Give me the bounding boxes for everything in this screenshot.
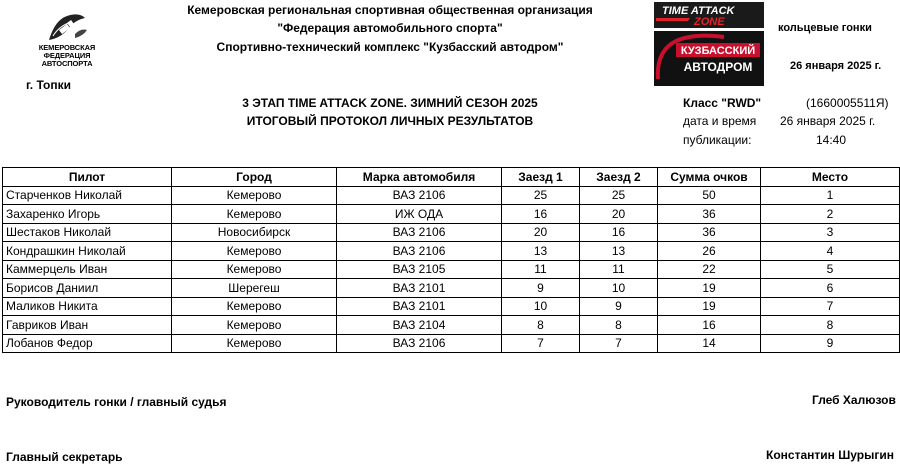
cell-total: 16 <box>658 316 761 335</box>
cell-car: ВАЗ 2106 <box>337 242 502 261</box>
cell-city: Новосибирск <box>172 223 337 242</box>
cell-pilot: Захаренко Игорь <box>3 205 172 224</box>
cell-car: ВАЗ 2101 <box>337 297 502 316</box>
cell-place: 7 <box>761 297 900 316</box>
org-name-line-1: Кемеровская региональная спортивная общественная организация <box>187 3 593 17</box>
cell-heat-1: 10 <box>502 297 580 316</box>
logo-line-1: КЕМЕРОВСКАЯ <box>38 43 96 52</box>
cell-total: 36 <box>658 205 761 224</box>
kuzbass-autodrom-logo <box>654 31 764 86</box>
federation-logo <box>22 10 112 70</box>
cell-total: 50 <box>658 186 761 205</box>
cell-place: 8 <box>761 316 900 335</box>
cell-city: Кемерово <box>172 316 337 335</box>
table-row <box>3 297 900 316</box>
table-row <box>3 279 900 298</box>
cell-place: 5 <box>761 260 900 279</box>
secretary-label: Главный секретарь <box>6 450 123 464</box>
publication-label-2: публикации: <box>683 133 752 147</box>
cell-place: 3 <box>761 223 900 242</box>
table-row <box>3 242 900 261</box>
cell-place: 9 <box>761 334 900 353</box>
cell-heat-1: 9 <box>502 279 580 298</box>
city: г. Топки <box>26 78 71 92</box>
cell-city: Кемерово <box>172 205 337 224</box>
cell-heat-1: 11 <box>502 260 580 279</box>
checkered-flag-icon <box>45 10 89 44</box>
event-title: 3 ЭТАП TIME ATTACK ZONE. ЗИМНИЙ СЕЗОН 2025 <box>242 96 538 110</box>
cell-total: 14 <box>658 334 761 353</box>
cell-place: 2 <box>761 205 900 224</box>
table-row <box>3 334 900 353</box>
cell-total: 26 <box>658 242 761 261</box>
cell-total: 22 <box>658 260 761 279</box>
cell-total: 19 <box>658 297 761 316</box>
cell-pilot: Каммерцель Иван <box>3 260 172 279</box>
col-header-heat-1: Заезд 1 <box>502 168 580 187</box>
cell-city: Кемерово <box>172 260 337 279</box>
cell-pilot: Кондрашкин Николай <box>3 242 172 261</box>
cell-heat-2: 20 <box>580 205 658 224</box>
table-row <box>3 205 900 224</box>
protocol-title: ИТОГОВЫЙ ПРОТОКОЛ ЛИЧНЫХ РЕЗУЛЬТАТОВ <box>246 114 534 128</box>
table-row <box>3 316 900 335</box>
cell-total: 36 <box>658 223 761 242</box>
cell-city: Кемерово <box>172 242 337 261</box>
ta-logo-text-1: TIME ATTACK <box>662 5 735 17</box>
secretary-name: Константин Шурыгин <box>766 448 894 462</box>
cell-car: ВАЗ 2106 <box>337 223 502 242</box>
venue-name: Спортивно-технический комплекс "Кузбасский автодром" <box>216 40 564 54</box>
race-type: кольцевые гонки <box>778 22 872 34</box>
cell-heat-2: 10 <box>580 279 658 298</box>
org-name-line-2: "Федерация автомобильного спорта" <box>277 21 503 35</box>
cell-car: ВАЗ 2105 <box>337 260 502 279</box>
cell-heat-2: 8 <box>580 316 658 335</box>
cell-heat-2: 9 <box>580 297 658 316</box>
ta-logo-text-2: ZONE <box>694 16 725 28</box>
col-header-city: Город <box>172 168 337 187</box>
cell-total: 19 <box>658 279 761 298</box>
cell-pilot: Гавриков Иван <box>3 316 172 335</box>
class-label: Класс "RWD" <box>683 96 762 110</box>
cell-heat-1: 7 <box>502 334 580 353</box>
logo-line-2: ФЕДЕРАЦИЯ АВТОСПОРТА <box>41 51 93 68</box>
cell-city: Кемерово <box>172 334 337 353</box>
cell-pilot: Старченков Николай <box>3 186 172 205</box>
publication-time: 14:40 <box>816 133 847 147</box>
cell-car: ВАЗ 2106 <box>337 334 502 353</box>
table-row <box>3 186 900 205</box>
col-header-pilot: Пилот <box>3 168 172 187</box>
results-table <box>2 167 900 353</box>
cell-car: ВАЗ 2104 <box>337 316 502 335</box>
table-row <box>3 223 900 242</box>
cell-place: 4 <box>761 242 900 261</box>
cell-city: Кемерово <box>172 186 337 205</box>
race-date: 26 января 2025 г. <box>790 60 882 72</box>
table-header-row <box>3 168 900 187</box>
cell-car: ВАЗ 2101 <box>337 279 502 298</box>
cell-pilot: Шестаков Николай <box>3 223 172 242</box>
publication-date: 26 января 2025 г. <box>780 114 876 128</box>
cell-heat-1: 20 <box>502 223 580 242</box>
cell-heat-2: 16 <box>580 223 658 242</box>
cell-car: ИЖ ОДА <box>337 205 502 224</box>
table-row <box>3 260 900 279</box>
time-attack-zone-logo <box>654 2 764 28</box>
col-header-car: Марка автомобиля <box>337 168 502 187</box>
kuz-logo-text-2: АВТОДРОМ <box>683 60 753 74</box>
col-header-heat-2: Заезд 2 <box>580 168 658 187</box>
judge-label: Руководитель гонки / главный судья <box>6 395 227 409</box>
cell-heat-2: 25 <box>580 186 658 205</box>
cell-city: Кемерово <box>172 297 337 316</box>
cell-heat-2: 13 <box>580 242 658 261</box>
cell-city: Шерегеш <box>172 279 337 298</box>
cell-heat-1: 13 <box>502 242 580 261</box>
cell-heat-1: 25 <box>502 186 580 205</box>
publication-label-1: дата и время <box>683 114 757 128</box>
cell-place: 6 <box>761 279 900 298</box>
kuz-logo-text-1: КУЗБАССКИЙ <box>680 45 756 57</box>
judge-name: Глеб Халюзов <box>812 393 896 407</box>
cell-car: ВАЗ 2106 <box>337 186 502 205</box>
cell-heat-2: 7 <box>580 334 658 353</box>
cell-pilot: Борисов Даниил <box>3 279 172 298</box>
cell-heat-2: 11 <box>580 260 658 279</box>
col-header-total: Сумма очков <box>658 168 761 187</box>
cell-pilot: Маликов Никита <box>3 297 172 316</box>
class-code: (16600055​11Я) <box>806 96 889 110</box>
cell-pilot: Лобанов Федор <box>3 334 172 353</box>
cell-place: 1 <box>761 186 900 205</box>
cell-heat-1: 8 <box>502 316 580 335</box>
col-header-place: Место <box>761 168 900 187</box>
cell-heat-1: 16 <box>502 205 580 224</box>
